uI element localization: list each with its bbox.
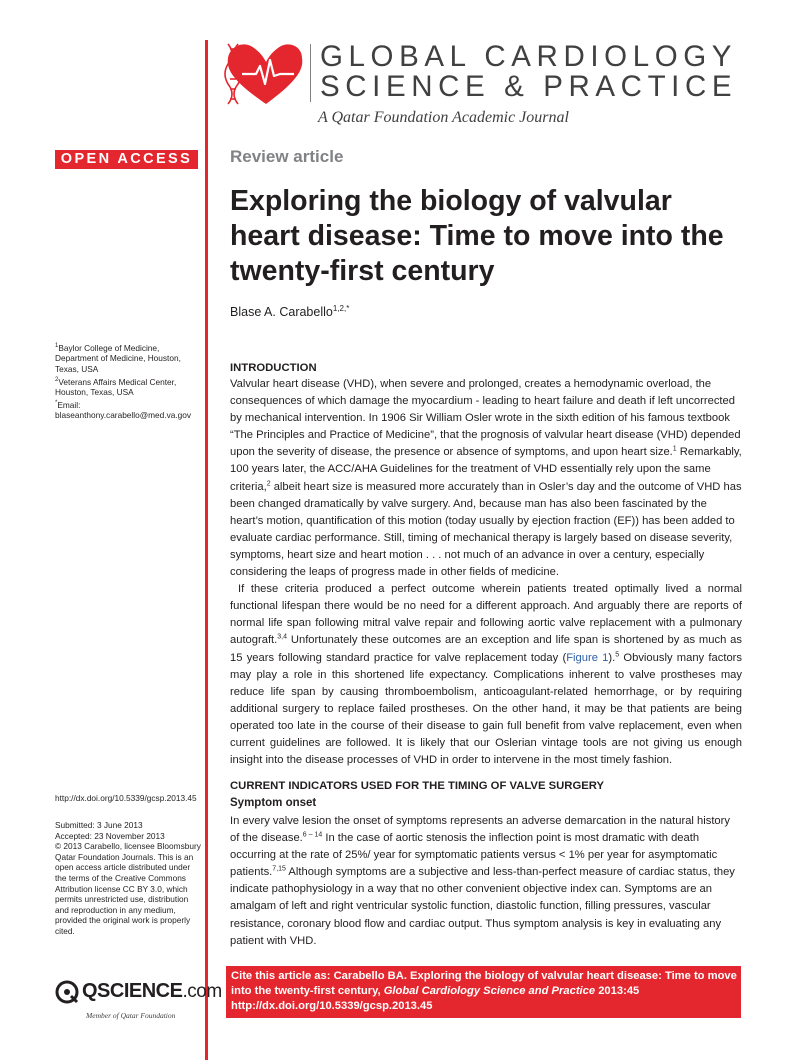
accepted-date: Accepted: 23 November 2013: [55, 830, 165, 841]
publisher-member: Member of Qatar Foundation: [86, 1011, 176, 1020]
journal-subtitle: A Qatar Foundation Academic Journal: [318, 109, 569, 126]
open-access-badge: OPEN ACCESS: [55, 150, 198, 169]
affiliations: [55, 341, 203, 420]
logo-divider: [310, 44, 311, 102]
section2-heading: CURRENT INDICATORS USED FOR THE TIMING OF VALVE SURGERY: [230, 780, 605, 792]
citation-ref[interactable]: 1: [672, 445, 677, 453]
citation-ref[interactable]: 6 – 14: [302, 831, 323, 839]
journal-title-line1: GLOBAL CARDIOLOGY: [320, 40, 738, 73]
citation-url[interactable]: http://dx.doi.org/10.5339/gcsp.2013.45: [231, 1000, 433, 1012]
citation-ref[interactable]: 7,15: [272, 865, 286, 873]
heart-dna-icon: [224, 40, 304, 108]
affiliation-email[interactable]: blaseanthony.carabello@med.va.gov: [55, 409, 192, 420]
qscience-icon: [55, 980, 79, 1004]
section2-body: [230, 813, 742, 950]
citation-box: [226, 966, 741, 1018]
author-sup: 1,2,*: [332, 304, 350, 313]
journal-title-line2: SCIENCE & PRACTICE: [320, 70, 738, 103]
submitted-date: Submitted: 3 June 2013: [55, 820, 143, 830]
citation-prefix: Cite this article as: Carabello BA. Exploring the biology of valvular heart disease: Time to move into the twenty-first century,: [231, 970, 737, 997]
intro-heading: INTRODUCTION: [230, 362, 317, 374]
author-line: [230, 304, 349, 319]
publisher-logo: [55, 980, 222, 1006]
affiliation-2: $^2$Veterans Affairs Medical Center, Houston, Texas, USA: [55, 376, 177, 397]
author-name: Blase A. Carabello: [230, 305, 333, 320]
license-text: © 2013 Carabello, licensee Bloomsbury Qatar Foundation Journals. This is an open access article distributed under the terms of the Creative Commons Attribution license CC BY 3.0, which permits unrestricted use, distribution and reproduction in any medium, provided the original work is properly cited.: [55, 841, 201, 936]
intro-body: [230, 376, 742, 769]
article-type: Review article: [230, 147, 344, 166]
affiliation-1: $^1$Baylor College of Medicine, Department of Medicine, Houston, Texas, USA: [55, 342, 181, 374]
intro-paragraph-2: If these criteria produced a perfect outcome wherein patients treated optimally lived a normal functional lifespan there would be no need for a different approach. And arguably there are reports of normal life span following mitral valve repair and following aortic valve replacement with a pulmonary autograft.$^{3,4}$ Unfortunately these outcomes are an exception and life span is shortened by as much as 15 years following standard practice for valve replacement today (Figure 1).$^5$ Obviously many factors may play a role in this shortened life expectancy. Complications inherent to valve prostheses may reduce life span by causing thromboembolism, anticoagulant-related hemorrhage, or by requiring additional surgery to replace failed prostheses. On the other hand, it may be that patients are being operated too late in the course of their disease to gain full benefit from valve replacement, even when current guidelines are followed. It is likely that our Oslerian vintage tools are not giving us enough insight into the disease processes of VHD in order to intervene in the most timely fashion.: [230, 583, 742, 767]
margin-rule: [205, 40, 208, 1060]
section2-subheading: Symptom onset: [230, 797, 317, 809]
publisher-suffix: .com: [182, 981, 222, 1002]
article-history: [55, 820, 203, 937]
affiliation-email-label: *Email:: [55, 399, 81, 410]
publisher-name: QSCIENCE: [82, 980, 183, 1002]
section2-paragraph: In every valve lesion the onset of symptoms represents an adverse demarcation in the natural history of the disease.$^{6 - 14}$ In the case of aortic stenosis the inflection point is most dramatic with death occurring at the rate of 25%/ year for symptomatic patients versus < 1% per year for asymptomatic patients.$^{7,15}$ Although symptoms are a subjective and less-than-perfect measure of cardiac status, they indicate pathophysiology in a way that no other convenient objective index can. Symptoms are an amalgam of left and right ventricular systolic function, diastolic function, filling pressures, vascular resistance, coronary blood flow and cardiac output. Thus symptom analysis is key in evaluating any patient with VHD.: [230, 815, 735, 947]
citation-ref[interactable]: 3,4: [277, 633, 288, 641]
citation-ref[interactable]: 2: [266, 479, 271, 487]
article-title: Exploring the biology of valvular heart disease: Time to move into the twenty-first century: [230, 185, 724, 287]
citation-journal: Global Cardiology Science and Practice: [383, 985, 596, 997]
journal-logo: [224, 40, 304, 108]
doi-link[interactable]: http://dx.doi.org/10.5339/gcsp.2013.45: [55, 793, 197, 803]
citation-year: 2013:45: [595, 985, 640, 997]
figure-link[interactable]: Figure 1: [566, 651, 609, 664]
intro-paragraph-1: Valvular heart disease (VHD), when severe and prolonged, creates a hemodynamic overload, the consequences of which damage the myocardium - leading to heart failure and death if left uncorrected by mechanical intervention. In 1906 Sir William Osler wrote in the sixth edition of his famous textbook “The Principles and Practice of Medicine”, that the prognosis of valvular heart disease (VHD) depended upon the severity of disease, the presence or absence of symptoms, and upon heart size.$^1$ Remarkably, 100 years later, the ACC/AHA Guidelines for the treatment of VHD essentially rely upon the same criteria,$^2$ albeit heart size is measured more accurately than in Osler’s day and the outcome of VHD has been changed dramatically by valve surgery. And, because man has also been fascinated by the heart’s motion, quantification of this motion (today usually by ejection fraction (EF)) has been added to evaluate cardiac performance. Still, timing of mechanical therapy is largely based on disease severity, symptoms, heart size and heart motion . . . not much of an advance in over a century, especially considering the leaps of progress made in other fields of medicine.: [230, 378, 742, 579]
citation-ref[interactable]: 5: [615, 650, 620, 658]
